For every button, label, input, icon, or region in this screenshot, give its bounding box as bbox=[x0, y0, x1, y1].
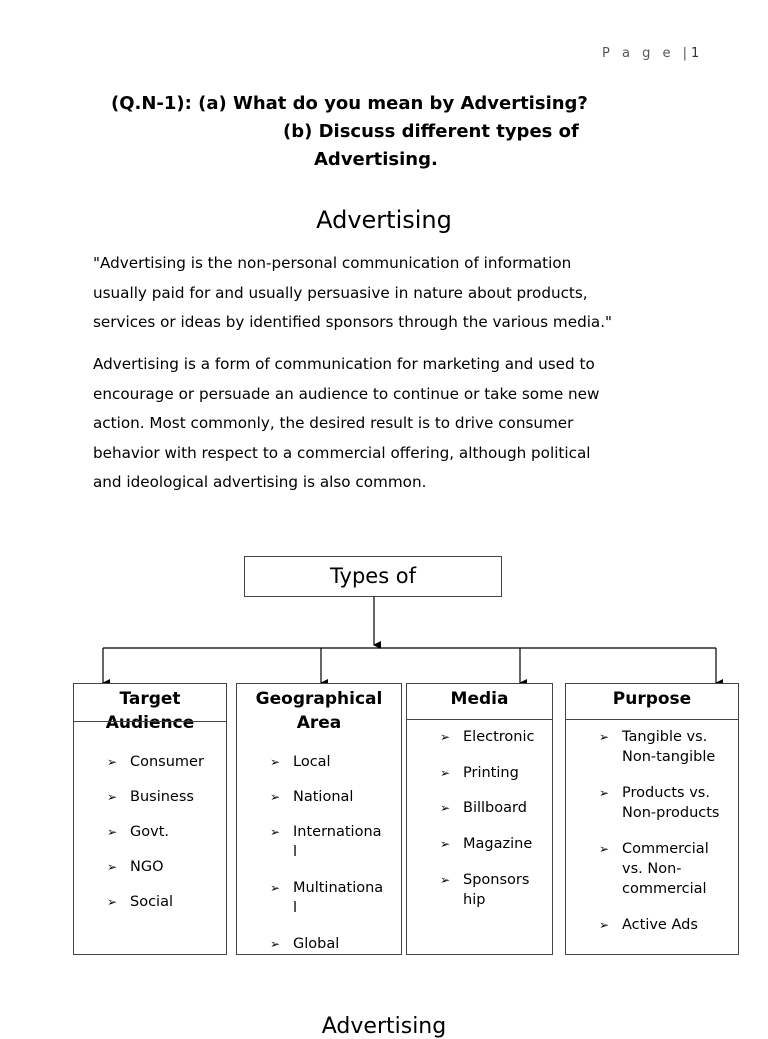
column-title: Purpose bbox=[612, 689, 692, 709]
column-divider bbox=[566, 719, 738, 720]
page-number-value: 1 bbox=[690, 46, 700, 61]
arrow-bullet-icon: ➢ bbox=[270, 937, 281, 951]
arrow-bullet-icon: ➢ bbox=[107, 790, 118, 804]
arrow-bullet-icon: ➢ bbox=[270, 881, 281, 895]
column-purpose: Purpose ➢ Tangible vs. Non-tangible ➢ Products vs. Non-products ➢ Commercial vs. Non- commercial ➢ Active Ads bbox=[565, 683, 739, 955]
description-line: action. Most commonly, the desired result is to drive consumer bbox=[93, 414, 574, 432]
column-geographical-area: Geographical Area ➢ Local ➢ National ➢ Internationa l ➢ Multinationa l ➢ Global bbox=[236, 683, 402, 955]
description-line: encourage or persuade an audience to continue or take some new bbox=[93, 384, 600, 403]
column-title: Media bbox=[450, 689, 509, 709]
column-divider bbox=[74, 721, 226, 722]
footer-partial-heading: Advertising bbox=[321, 1014, 447, 1039]
arrow-bullet-icon: ➢ bbox=[270, 825, 281, 839]
arrow-bullet-icon: ➢ bbox=[599, 842, 610, 856]
types-root-box: Types of bbox=[244, 556, 502, 597]
column-media: Media ➢ Electronic ➢ Printing ➢ Billboard ➢ Magazine ➢ Sponsors hip bbox=[406, 683, 553, 955]
question-line-3: Advertising. bbox=[314, 149, 438, 170]
arrow-bullet-icon: ➢ bbox=[270, 755, 281, 769]
arrow-bullet-icon: ➢ bbox=[270, 790, 281, 804]
description-line: behavior with respect to a commercial offering, although political bbox=[93, 443, 591, 462]
arrow-bullet-icon: ➢ bbox=[107, 825, 118, 839]
question-line-1: (Q.N-1): (a) What do you mean by Advertising? bbox=[111, 93, 588, 114]
arrow-bullet-icon: ➢ bbox=[107, 895, 118, 909]
column-target-audience: Target Audience ➢ Consumer ➢ Business ➢ Govt. ➢ NGO ➢ Social bbox=[73, 683, 227, 955]
arrow-bullet-icon: ➢ bbox=[440, 801, 451, 815]
definition-line: usually paid for and usually persuasive in nature about products, bbox=[93, 283, 588, 302]
column-divider bbox=[407, 719, 552, 720]
question-line-2: (b) Discuss different types of bbox=[283, 121, 579, 142]
description-line: and ideological advertising is also common. bbox=[93, 473, 427, 491]
section-title: Advertising bbox=[316, 206, 452, 234]
arrow-bullet-icon: ➢ bbox=[440, 730, 451, 744]
arrow-bullet-icon: ➢ bbox=[599, 786, 610, 800]
definition-line: "Advertising is the non-personal communication of information bbox=[93, 254, 572, 272]
arrow-bullet-icon: ➢ bbox=[599, 730, 610, 744]
column-title: Target Audience bbox=[105, 689, 195, 733]
arrow-bullet-icon: ➢ bbox=[107, 755, 118, 769]
arrow-bullet-icon: ➢ bbox=[440, 766, 451, 780]
arrow-bullet-icon: ➢ bbox=[440, 837, 451, 851]
arrow-bullet-icon: ➢ bbox=[107, 860, 118, 874]
arrow-bullet-icon: ➢ bbox=[599, 918, 610, 932]
page-label: P a g e | bbox=[602, 46, 691, 61]
definition-line: services or ideas by identified sponsors through the various media." bbox=[93, 313, 613, 331]
column-title: Geographical Area bbox=[255, 689, 383, 733]
description-line: Advertising is a form of communication for marketing and used to bbox=[93, 355, 595, 373]
arrow-bullet-icon: ➢ bbox=[440, 873, 451, 887]
